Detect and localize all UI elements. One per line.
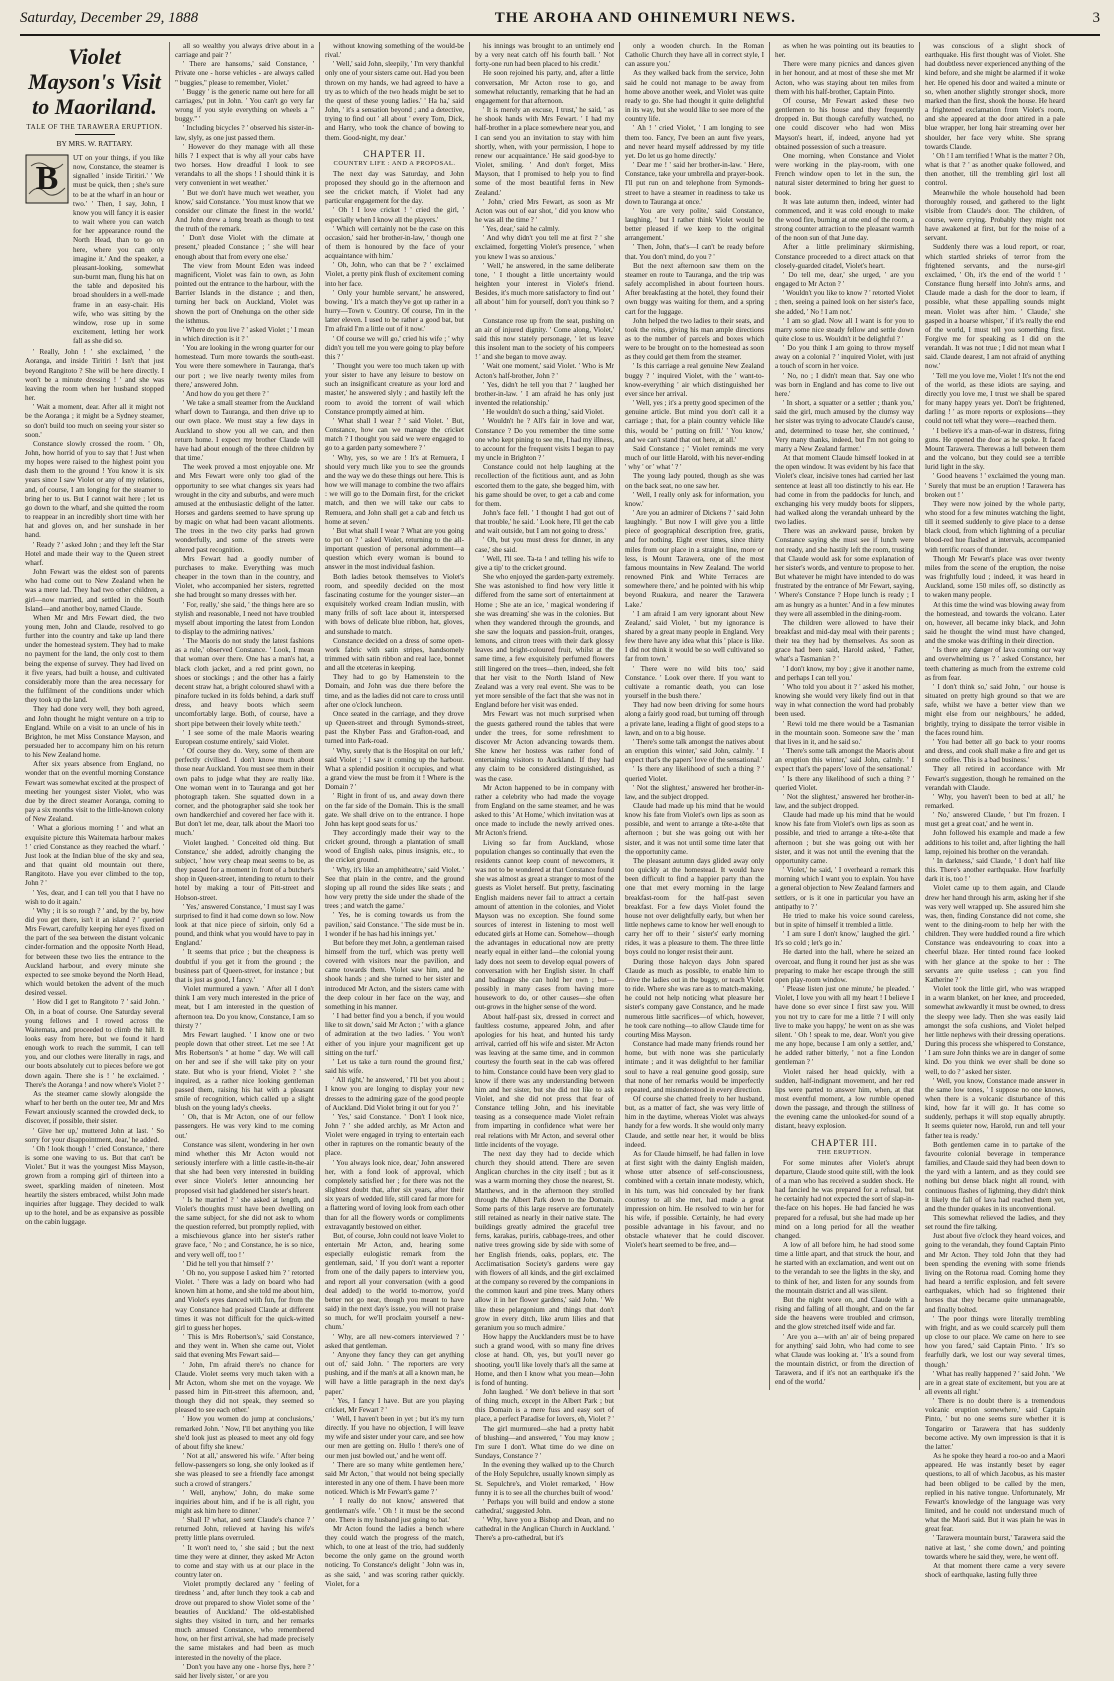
paragraph: The view from Mount Eden was indeed magnificent, Violet was fain to own, as John pointed out the entrance to the harbour, with the Barrier Islands in the distance ; and then, turning her back on Auckland, Violet was shown the port of Onehunga on the other side the isthmus. xyxy=(175,261,314,325)
paragraph: ' You are very polite,' said Constance, laughing, ' but I rather think Violet would be better pleased if we keep to the original arrangement.' xyxy=(625,206,764,243)
paragraph: Mr Acton happened to be in company with rather a celebrity who had made the voyage from England on the same steamer, and he was asked to this ' At Home,' which invitation was at once made to include the newly arrived ones. Mr Acton's friend. xyxy=(475,783,614,838)
paragraph: ' Well, I haven't been in yet ; but it's my turn directly. If you have no objection, I will leave my wife and sister under your care, and see how our men are getting on. Hullo ! there's one of our men just bowled out,' and he went off. xyxy=(325,1414,464,1460)
paragraph: ' Well, I really only ask for information, you know.' xyxy=(625,490,764,508)
paragraph: ' There is no doubt there is a tremendous volcanic eruption somewhere,' said Captain Pinto, ' but no one seems sure whether it is Tongariro or Tarawera that has suddenly become active. My own impression is that it is the latter.' xyxy=(925,1397,1065,1451)
paragraph: It was late autumn then, indeed, winter had commenced, and it was cold enough to make the wood fire, burning at one end of the room, a strong counter attraction to the pleasant warmth of the noon sun of that June day. xyxy=(775,197,914,243)
paragraph: At this time the wind was blowing away from the homestead, and towards the volcano. Later on, however, all became inky black, and John said he thought the wind must have changed, and the smoke was drifting in their direction. xyxy=(925,600,1065,646)
paragraph: ' Where do you live ? ' asked Violet ; ' I mean in which direction is it ? ' xyxy=(175,325,314,343)
paragraph: At that moment Claude himself looked in at the open window. It was evident by his face that Violet's clear, incisive tones had carried her last sentence at least all too distinctly to his ear. He had come in from the paddocks for lunch, and exchanging his very muddy boots for slippers, had walked along the verandah unheard by the two ladies. xyxy=(775,454,914,527)
paragraph: ' John,' cried Mrs Fewart, as soon as Mr Acton was out of ear shot, ' did you know who he was all the time ? ' xyxy=(475,197,614,224)
paragraph: ' Including bicycles ? ' observed his sister-in-law, slyly, as one just passed them. xyxy=(175,124,314,142)
paragraph: ' Is this carriage a real genuine New Zealand buggy ? ' inquired Violet, with the ' want-to-know-everything ' air which distinguished her ever since her arrival. xyxy=(625,362,764,398)
paragraph: Mr Acton found the ladies a bench where they could watch the progress of the match, which, to one at least of the trio, had suddenly become the only game on the ground worth noticing. To Constance's delight ' John was in, as she said, ' and was scoring rather quickly. Violet, for a xyxy=(325,1524,464,1588)
paragraph: As the steamer came slowly alongside the wharf to her berth on the outer tee, Mr and Mrs Fewart anxiously scanned the crowded deck, to discover, if possible, their sister. xyxy=(25,1089,164,1126)
paragraph: She who enjoyed the garden-party extremely. She was astonished to find how very little it differed from the same sort of entertainment at Home ; She ate an ice, ' magical wondering if she was dreaming' she was in the colonies. But when they wandered through the grounds, and she saw the loquats and passion-fruit, oranges, lemons, and citron trees with their dark glossy leaves and bright-coloured fruit, whilst at the same time, a few exquisitely perfumed flowers still lingered on the trees—then, indeed, she felt that her visit to the North Island of New Zealand was a very real event. She was to be yet more sensible of the fact that she was not in England before her visit was ended. xyxy=(475,573,614,710)
paragraph: ' Why, yes, so we are ! It's at Remuera, I should very much like you to see the grounds and the way we do these things out here. This is how we will manage to combine the two affairs : we will go to the Domain first, for the cricket match, and then we will take our cabs to Remuera, and John shall get a cab and fetch us home at seven.' xyxy=(325,453,464,526)
issue-date: Saturday, December 29, 1888 xyxy=(20,10,199,26)
paragraph: ' Ah ! ' cried Violet, ' I am longing to see them too. Fancy, I've been an aunt five years, and never heard myself addressed by my title yet. Do let us go home directly.' xyxy=(625,124,764,160)
paragraph: Suddenly there was a loud report, or roar, which startled shrieks of terror from the frightened servants, and the nurse-girl exclaimed, ' Oh, it's the end of the world ! ' Constance flung herself into John's arms, and Claude made a dash for the door to learn, if possible, what these appalling sounds might mean. Violet was after him. ' Claude,' she gasped in a hoarse whisper, ' if it's really the end of the world, I must tell you something first. Forgive me for speaking as I did on the verandah. It was not true ; I did not mean what I said. Claude dearest, I am not afraid of anything now.' xyxy=(925,243,1065,371)
paragraph: ' Why, surely that is the Hospital on our left,' said Violet ; ' I saw it coming up the harbour. What a splendid position it occupies, and what a grand view the must be from it ! Where is the Domain ? ' xyxy=(325,746,464,792)
paragraph: ' You are looking in the wrong quarter for our homestead. Turn more towards the south-east. You were there somewhere in Tauranga, that's our port ; we live nearly twenty miles from there,' answered John. xyxy=(175,344,314,389)
paragraph: Violet murmured a yawn. ' After all I don't think I am very much interested in the price of meat, but I am interested in the question of afternoon tea. Do you know, Constance, I am so thirsty ? ' xyxy=(175,985,314,1030)
paragraph: UT on your things, if you like now, Constance, the steamer is signalled ' inside Tiritiri.' ' We must be quick, then ; she's sure to be at the wharf in an hour or two.' ' Then, I say, John, I know you will fancy it is easier to wait where you can watch for her appearance round the North Head, than to go on here, where you can only imagine it.' And the speaker, a pleasant-looking, somewhat sun-burnt man, flung his hat on the table and deposited his broad shoulders in a well-made frame in an easy-chair. His wife, who was sitting by the window, rose up in some excitement, letting her work fall as she did so. xyxy=(73,154,164,346)
paragraph: ' Why ; it is so rough ? ' and, by the by, how did you get there, isn't it an island ? ' queried Mrs Fewart, carefully keeping her eyes fixed on the part of the sea between the distant volcanic cinder-formation and the opposite North Head, for between these two lies the entrance to the Auckland harbour, and every minute she expected to see smoke beyond the North Head, which would betoken the advent of the much desired vessel. xyxy=(25,906,164,998)
paragraph: But before they met John, a gentleman raised himself from the turf, which was pretty well covered with visitors near the pavilion, and came towards them. Violet saw him, and he shook hands ; and she turned to her sister and introduced Mr Acton, and the sisters came with the deep colour in her face on the way, and something in his manner. xyxy=(325,938,464,1011)
paragraph: They all retired in accordance with Mr Fewart's suggestion, though he remained on the verandah with Claude. xyxy=(925,765,1065,792)
paragraph: only a wooden church. In the Roman Catholic Church they have all in correct style, I can assure you.' xyxy=(625,42,764,69)
paragraph: Constance could not help laughing at the recollection of the fictitious aunt, and as John escorted them to the gate, she begged him, with his game should be over, to get a cab and come for them. xyxy=(475,463,614,508)
paragraph: Constance was silent, wondering in her own mind whether this Mr Acton would not seriously interfere with a little castle-in-the-air that she had been very interested in building ever since Violet's letter announcing her proposed visit had gladdened her sister's heart. xyxy=(175,1140,314,1195)
paragraph: ' We take a small steamer from the Auckland wharf down to Tauranga, and then drive up to our own place. We must stay a few days in Auckland to show you all we can, and then return home. I expect my brother Claude will have had about enough of the three children by that time.' xyxy=(175,399,314,463)
paragraph: ' Oh no, you suppose I asked him ? ' retorted Violet. ' There was a lady on board who had known him at home, and she told me about him, and Violet's eyes danced with fun, for from the way Constance had praised Claude at different times it was not difficult for the quick-witted girl to guess her hopes. xyxy=(175,1268,314,1332)
paragraph: ' Is he married ? ' she asked at length, and Violet's thoughts must have been dwelling on the same subject, for she did not ask to whom the question referred, but promptly replied, with a mischievous glance into her sister's rather grave face, ' No ; and Constance, he is so nice, and very well off, too ! ' xyxy=(175,1195,314,1259)
paragraph: Constance had made many friends round her home, but with none was she particularly intimate ; and it was delightful to her familiar soul to have a real genuine good gossip, sure that none of her remarks would be imperfectly repeated, and misunderstood in every direction. xyxy=(625,1040,764,1094)
paragraph: But, of course, John could not leave Violet to entertain Mr Acton, and, hearing some especially eulogistic remark from the gentleman, said, ' If you don't want a reporter from one of the daily papers to interview you, and report all your conversation (with a good deal added) to the world to-morrow, you'd better not go near, though you meant to have said) in the next day's issue, you will not praise so much, for we'll proclaim yourself a new-chum.' xyxy=(325,1231,464,1332)
paragraph: ' The Maoris do not study the latest fashions as a rule,' observed Constance. ' Look, I mean that woman over there. One has a man's hat, a black cloth jacket, and a red print gown, no shoes or stockings ; and the other has a fairly decent straw hat, a bright coloured shawl with a pinafore tucked in its folds behind, a dark stuff dress, and heavy boots which seem uncomfortably large. Both, of course, have a short pipe between their lovely white teeth.' xyxy=(175,637,314,728)
paragraph: Though Mr Fewart's place was over twenty miles from the scene of the eruption, the noise was frightfully loud ; indeed, it was heard in Auckland, some 150 miles off, so distinctly as to waken many people. xyxy=(925,554,1065,600)
paragraph: ' Is there any danger of lava coming our way and overwhelming us ? ' asked Constance, her teeth chattering as much from the extreme cold as from fear. xyxy=(925,646,1065,682)
paragraph: Of course she chatted freely to her husband, but, as a matter of fact, she was very little of him in the daytime, whereas Violet was always handy for a few words. It she would only marry Claude, and settle near her, it would be bliss indeed. xyxy=(625,1094,764,1149)
paragraph: Violet came up to them again, and Claude drew her hand through his arm, asking her if she was very well wrapped up. She assured him she was, then, finding Constance did not come, she went to the dining-room to help her with the children. They were huddled round a fire which Constance was endeavouring to coax into a cheerful blaze. Her tinted round face looked with her glance at the spoke to her : The servants are quite useless ; can you find Katherine ? ' xyxy=(925,884,1065,984)
paragraph: ' Oh, John, who can that be ? ' exclaimed Violet, a pretty pink flush of excitement coming into her face. xyxy=(325,261,464,288)
paragraph: ' In short, a squatter or a settler ; thank you,' said the girl, much amused by the clumsy way her sister was trying to advocate Claude's cause, and, determined to tease her, she continued, ' Very many thanks, indeed, but I'm not going to marry a New Zealand farmer.' xyxy=(775,399,914,453)
paragraph: Constance decided on a dress of some open-work fabric with satin stripes, handsomely trimmed with satin ribbon and real lace, bonnet and all the etceteras in keeping. xyxy=(325,636,464,673)
paragraph: The next day was Saturday, and John proposed they should go in the afternoon and see the cricket match, if Violet had any particular engagement for the day. xyxy=(325,169,464,206)
paragraph: ' Yes, dear, and I can tell you that I have no wish to do it again.' xyxy=(25,888,164,906)
paragraph: He soon rejoined his party, and, after a little conversation, Mr Acton rose to go, and somewhat reluctantly, remarking that he had an engagement for that afternoon. xyxy=(475,69,614,105)
paragraph: ' Not at all,' answered his wife. ' After being fellow-passengers so long, she only looked as if she was pleased to see a friendly face amongst such a crowd of strangers.' xyxy=(175,1452,314,1488)
paragraph: ' I believe it's a man-of-war in distress, firing guns. He opened the door as he spoke. It faced Mount Tarawera. Therewas a lull between them and the volcano, but they could see a terrible lurid light in the sky. xyxy=(925,426,1065,472)
paragraph: About half-past six, dressed in correct and faultless costume, appeared John, and after apologies for his heat, and hunted his tardy arrival, carried off his wife and sister. Mr Acton was leaving at the same time, and in common courtesy the fourth seat in the cab was offered to him. Constance could have been very glad to know if there was any understanding between him and her sister, but she did not like to ask Violet, and she did not press that fear of Constance telling John, and his inevitable teasing as a consequence made Violet refrain from imparting in confidence what were her real relations with Mr Acton, and several other little incidents of the voyage. xyxy=(475,1012,614,1149)
paragraph: ' Let us take a turn round the ground first,' said his wife. xyxy=(325,1057,464,1076)
paragraph: ' Then, John, that's—I can't be ready before that. You don't mind, do you ? ' xyxy=(625,243,764,261)
paragraph: ' Is there any likelihood of such a thing ? ' queried Violet. xyxy=(775,774,914,792)
text-column xyxy=(20,42,170,1390)
paragraph: ' I am sure I don't know,' laughed the girl. ' It's so cold ; let's go in.' xyxy=(775,930,914,948)
paragraph: ' And why didn't you tell me at first ? ' she exclaimed, forgetting Violet's presence, ' when you knew I was so anxious.' xyxy=(475,234,614,261)
paragraph: There was an awkward pause, broken by Constance saying she must see if lunch were not ready, and she hastily left the room, trusting that Claude would ask for some explanation of her sister's words, and venture to propose to her. But whatever he might have intended to do was frustrated by the entrance of Mr Fewart, saying, ' Where's Constance ? Hope lunch is ready ; I am as hungry as a hunter.' And in a few minutes they were all assembled in the dining-room. xyxy=(775,527,914,618)
paragraph: ' Tarawera mountain burst,' Tarawera said the native at last, ' she come down,' and pointing towards where he said they, were, he went off. xyxy=(925,1534,1065,1561)
paragraph: They had done very well, they both agreed, and John thought he might venture on a trip to England. While on a visit to an uncle of his in Brighton, he met Miss Constance Mayson, and persuaded her to accompany him on his return to his New Zealand home. xyxy=(25,705,164,760)
story-subtitle: TALE OF THE TARAWERA ERUPTION. xyxy=(26,123,163,131)
paragraph: ' Why, it's like an amphitheatre,' said Violet. ' See that plain in the centre, and the ground sloping up all round the sides like seats ; and how very pretty the side under the shade of the trees ; and watch the game.' xyxy=(325,865,464,911)
paragraph: ' Yes, he is coming towards us from the pavilion,' said Constance. ' The side must be in. I wonder if he has had his innings yet.' xyxy=(325,911,464,938)
paragraph: Once seated in the carriage, and they drove up Queen-street and through Symonds-street, past the Khyber Pass and Grafton-road, and turned into Park-road. xyxy=(325,709,464,746)
paragraph: The children were allowed to have their breakfast and mid-day meal with their parents ; their tea they had by themselves. As soon as grace had been said, Harold asked, ' Father, what's a Tasmanian ? ' xyxy=(775,618,914,664)
paragraph: Both ladies betook themselves to Violet's room, and speedily decided on the most fascinating costume for the younger sister—an exquisitely worked cream Indian muslin, with many frills of soft lace about it, interspersed with bows of delicate blue ribbon, hat, gloves, and sunshade to match. xyxy=(325,572,464,636)
paragraph: ' Well, I'll see. Ta-ta ! and telling his wife to give a tip' to the cricket ground. xyxy=(475,554,614,572)
paragraph: Constance rose up from the seat, pushing on an air of injured dignity. ' Come along, Violet,' said this now stately personage, ' let us leave this insolent man to the society of his compeers ! ' and she began to move away. xyxy=(475,316,614,362)
paragraph: ' Don't you have any one - horse flys, here ? ' said her lively sister, ' or are you xyxy=(175,1662,314,1680)
paragraph: ' Anyone they fancy they can get anything out of,' said John. ' The reporters are very pushing, and if the man's at all a known man, he will have a little paragraph in the next day's paper.' xyxy=(325,1350,464,1396)
paragraph: ' Dear me ! ' said her brother-in-law. ' Here, Constance, take your umbrella and prayer-book. I'll put run on and telephone from Symonds-street to have a steamer in readiness to take us down to Tauranga at once.' xyxy=(625,161,764,206)
paragraph: Claude had made up his mind that he would know his fate from Violet's own lips as soon as possible, and tried to arrange a tête-a-tête that afternoon ; but she was going out with her sister, and it was not until the evening that the opportunity came. xyxy=(775,811,914,865)
text-column xyxy=(920,42,1070,1580)
paragraph: Meanwhile the whole household had been thoroughly roused, and gathered to the light visible from Claude's door. The children, of course, were crying. Probably they might not have awakened at first, but for the noise of a servant. xyxy=(925,188,1065,243)
paragraph: ' Yes, I fancy I have. But are you playing cricket, Mr Fewart ? ' xyxy=(325,1396,464,1414)
paragraph: ' Right in front of us, and away down there on the far side of the Domain. This is the small gate. We shall drive on to the entrance. I hope John has kept good seats for us.' xyxy=(325,792,464,828)
article-columns xyxy=(20,42,1100,1680)
paragraph: ' No, no ; I didn't mean that. Say one who was born in England and has come to live out here.' xyxy=(775,371,914,398)
paragraph: ' Oh ! look though ! ' cried Constance, ' there is some one waving to us. But that can't be Violet.' But it was the youngest Miss Mayson, grown from a romping girl of thirteen into a sweet, sparkling maiden of nineteen. Most heartily the sisters embraced, whilst John made inquiries after luggage. They decided to walk up to the hotel, and be as expansive as possible on the cabin luggage. xyxy=(25,1144,164,1227)
paragraph: ' Ready ? ' asked John ; and they left the Star Hotel and made their way to the Queen street wharf. xyxy=(25,540,164,567)
paragraph: But the night wore on, and Claude with a rising and falling of all thought, and on the far side the heavens were troubled and crimson, and the glow stretched itself wide and far. xyxy=(775,1295,914,1332)
paragraph: ' What shall I wear ? ' said Violet. ' But, Constance, how can we manage the cricket match ? I thought you said we were engaged to go to a garden party somewhere ? ' xyxy=(325,416,464,453)
paragraph: John's face fell. ' I thought I had got out of that trouble,' he said. ' Look here, I'll get the cab and wait outside, but I am not going to dress.' xyxy=(475,508,614,536)
text-column xyxy=(620,42,770,1390)
paragraph: ' The poor things were literally trembling with fright, and as we could scarcely pull them up close to our place. We came on here to see how you fared,' said Captain Pinto. ' It's so fearfully dark, we lost our way several times, though.' xyxy=(925,1314,1065,1369)
paragraph: ' No,' answered Claude, ' but I'm frozen. I must get a great coat,' and he went in. xyxy=(925,811,1065,829)
paragraph: ' But what shall I wear ? What are you going to put on ? ' asked Violet, returning to the all-important question of personal adornment—a question which every woman is bound to answer in the most individual fashion. xyxy=(325,526,464,572)
paragraph: ' Well, anyhow,' John, do make some inquiries about him, and if he is all right, you might ask him here to dinner.' xyxy=(175,1488,314,1515)
paragraph: Violet raised her head quickly, with a sudden, half-indignant movement, and her red lips were parted to answer him, when, at that most eventful moment, a low rumble opened down the passage, and through the stillness of the evening came the unlooked-for sound of a distant, heavy explosion. xyxy=(775,1067,914,1131)
paragraph: ' Well, you know, Constance made answer in the same low tones, ' I suppose no one knows, when there is a volcanic disturbance of this kind, how far it will go. It has come so suddenly, perhaps it will stop equally abruptly. It seems quieter now, Harold, run and tell your father tea is ready.' xyxy=(925,1076,1065,1140)
paragraph: Violet laughed. ' Conceited old thing. But Constance,' she added, adroitly changing the subject, ' how very cheap meat seems to be, as they passed for a moment in front of a butcher's shop in Queen-street, intending to return to their hotel by making a tour of Pitt-street and Hobson-street. xyxy=(175,838,314,902)
paragraph: ' Who told you about it ? ' asked his mother, knowing she would very likely find out in that way in what connection the word had probably been used. xyxy=(775,682,914,719)
paragraph: ' I had better find you a bench, if you would like to sit down,' said Mr Acton ; ' with a glance of admiration at the two ladies. ' You won't either of you injure your magnificent get up sitting on the turf.' xyxy=(325,1012,464,1057)
paragraph: ' It seems that price ; but the cheapness is doubtful if you get it from the ground ; the business part of Queen-street, for instance ; but that is just as good, I fancy.' xyxy=(175,948,314,984)
paragraph: ' Well,' said John, sleepily, ' I'm very thankful only one of your sisters came out. Had you been thrown on my hands, we had agreed to have a try as to which of the two heads might be set to the quest of these young ladies.' ' Ha ha,' said John, ' it's a sensation beyond ; and a detective, trying to find out ' all about ' every Tom, Dick, and Harry, who took the chance of bowing to them. Good-night, my dear.' xyxy=(325,60,464,142)
paragraph: ' There's some talk amongst the natives about an eruption this winter,' said John, calmly. ' I expect that's the papers' love of the sensational.' xyxy=(625,737,764,765)
paragraph: ' I don't know, my boy ; give it another name, and perhaps I can tell you.' xyxy=(775,664,914,682)
paragraph: John Fewart was the eldest son of parents who had come out to New Zealand when he was a mere lad. They had two other children, a girl—now married, and settled in the South Island—and another boy, named Claude. xyxy=(25,568,164,613)
paragraph: ' Why, are all new-comers interviewed ? ' asked that gentleman. xyxy=(325,1332,464,1350)
paragraph: ' Yes, dear,' said he calmly. xyxy=(483,225,560,234)
paragraph: ' Don't dose Violet with the climate at present,' pleaded Constance ; ' she will hear enough about that from every one else.' xyxy=(175,234,314,261)
paragraph: Mrs Fewart was not much surprised when the guests gathered round the tables that were under the trees, for some refreshment to discover Mr Acton advancing towards them. She knew her hostess was rather fond of entertaining visitors to Auckland. If they had any claim to be considered distinguished, as was the case. xyxy=(475,710,614,783)
paragraph: ' I am so glad. Now all I want is for you to marry some nice steady fellow and settle down quite close to us. Wouldn't it be delightful ? ' xyxy=(775,316,914,343)
paragraph: ' Thought you were too much taken up with your sister to have any leisure to bestow on such an insignificant creature as your lord and master,' he answered slyly ; and hastily left the room to avoid the torrent of wail which Constance promptly aimed at him. xyxy=(325,362,464,416)
paragraph: all so wealthy you always drive about in a carriage and pair ? ' xyxy=(175,42,314,60)
paragraph: ' Rewi told me there would be a Tasmanian in the mountain soon. Someone saw the ' man that lives in it, and he said so.' xyxy=(775,719,914,746)
masthead-title: THE AROHA AND OHINEMURI NEWS. xyxy=(494,10,796,26)
paragraph: ' Please listen just one minute,' he pleaded. ' Violet, I love you with all my heart ! I believe I have done so ever since I first saw you. Will you not try to care for me a little ? I will only live to make you happy,' he went on as she was silent. ' Oh ! speak to me, dear. Won't you give me any hope, because I am only a settler, and,' he added rather bitterly, ' not a fine London gentleman ? ' xyxy=(775,985,914,1067)
paragraph: ' Wait a moment, dear. After all it might not be the Aoranga ; it might be a Sydney steamer, so don't build too much on seeing your sister so soon.' xyxy=(25,403,164,439)
paragraph: A low of all before him, he had stood some time a little apart, and that struck the hour, and he started with an exclamation, and went out on to the verandah to see the lights in the sky, and to think of her, and listen for any sounds from the mountain district and all was silent. xyxy=(775,1241,914,1295)
paragraph: ' Is there any likelihood of such a thing ? ' queried Violet. xyxy=(625,765,764,783)
chapter-heading: CHAPTER II. xyxy=(363,148,426,159)
paragraph: his innings was brought to an untimely end by a very neat catch off his fourth ball. ' Not forty-one run had been placed to his credit.' xyxy=(475,42,614,69)
paragraph: Claude had made up his mind that he would know his fate from Violet's own lips as soon as possible, and went to arrange a tête-a-tête that afternoon ; but she was going out with her sister, and it was not until some time later that the opportunity came. xyxy=(625,801,764,856)
paragraph: ' He wouldn't do such a thing,' said Violet. xyxy=(483,408,605,417)
paragraph: was conscious of a slight shock of earthquake. His first thought was of Violet. She had doubtless never experienced anything of the kind before, and she might be alarmed if it woke her. He opened his door and waited a minute or so, when another slightly stronger shock, more marked than the first, shook the house. He heard a frightened exclamation from Violet's room, and she appeared at the door attired in a pale blue wrapper, her long hair streaming over her shoulder, her face very white. She sprang towards Claude. xyxy=(925,42,1065,151)
paragraph: They accordingly made their way to the cricket ground, through a plantation of small wood of English oaks, pinus insignis, etc., to the cricket ground. xyxy=(325,828,464,865)
chapter-heading: CHAPTER III. xyxy=(811,1137,878,1148)
paragraph: ' Of course we will go,' cried his wife ; ' why didn't you tell me you were going to play before this ? ' xyxy=(325,334,464,361)
paragraph: ' For, really,' she said, ' the things here are so stylish and reasonable, I need not have troubled myself about importing the latest from London to display to the admiring natives.' xyxy=(175,600,314,636)
story-title: Violet Mayson's Visit to Maoriland. xyxy=(28,44,161,119)
paragraph: They had now been driving for some hours along a fairly good road, but turning off through a private lane, leading a flight of good steps to a lawn, and on to a big house. xyxy=(625,701,764,737)
paragraph: ' I really do not know,' answered that gentleman's wife. ' Oh ! it must be the second one. There is my husband just going to bat.' xyxy=(325,1497,464,1524)
paragraph: ' Do tell me, dear,' she urged, ' are you engaged to Mr Acton ? ' xyxy=(775,270,914,289)
paragraph: John helped the two ladies to their seats, and took the reins, giving his man ample directions as to the number of parcels and boxes which were to be brought on to the homestead as soon as they could get them from the steamer. xyxy=(625,316,764,362)
paragraph: ' Of course they do. Very, some of them are perfectly civilised. I don't know much about those near Auckland. You must see them in their own pahs to judge what they are really like. One woman went in to Tauranga and got her photograph taken. She squatted down in a corner, and the photographer said she took her own handkerchief and covered her face with it. But don't let me, dear, talk about the Maori too much.' xyxy=(175,747,314,838)
paragraph: ' There were no wild bits too,' said Constance. ' Look over there. If you want to cultivate a romantic death, you can lose yourself in the bush there.' xyxy=(625,664,764,701)
paragraph: ' Violet,' he said, ' I overheard a remark this morning which I want you to explain. You have a general objection to New Zealand farmers and settlers, or is it one in particular you have an antipathy to ? ' xyxy=(775,866,914,911)
chapter-subheading: THE ERUPTION. xyxy=(817,1148,872,1156)
paragraph: ' Perhaps you will build and endow a stone cathedral,' suggested John. xyxy=(475,1497,614,1515)
paragraph: The girl murmured—she had a pretty habit of blushing—and answered, ' You may know ; I'm sure I don't. What time do we dine on Sundays, Constance ? ' xyxy=(475,1424,614,1461)
paragraph: They were now joined by the whole party, who stood for a few minutes watching the light, till it seemed suddenly to give place to a dense black cloud, from which lightning of a peculiar blood-red hue flashed at intervals, accompanied with terrific roars of thunder. xyxy=(925,499,1065,554)
paragraph: ' Not the slightest,' answered her brother-in-law, and the subject dropped. xyxy=(625,783,764,801)
paragraph: He darted into the hall, where he seized an overcoat, and flung it round her just as she was preparing to make her escape through the still open play-room window. xyxy=(775,948,914,984)
paragraph: ' I see some of the male Maoris wearing European costume entirely,' said Violet. xyxy=(175,728,314,746)
paragraph: ' In darkness,' said Claude, ' I don't half like this. There's another earthquake. How fearfully dark it is, too ! ' xyxy=(925,856,1065,884)
paragraph: ' Oh ! I am terrified ! What is the matter ? Oh, what is that ? ' as another quake followed, and then another, till the trembling girl lost all control. xyxy=(925,151,1065,188)
paragraph: ' Which will certainly not be the case on this occasion,' said her brother-in-law, ' though one of them is honoured by the face of your acquaintance with him.' xyxy=(325,224,464,261)
paragraph: They had to go by Hamenstein to the Domain, and John was due there before the time, and as the ladies did not care to cross until after one o'clock luncheon. xyxy=(325,673,464,709)
svg-text:B: B xyxy=(35,160,59,197)
paragraph: Violet promptly declared any ' feeling of tiredness ' and, after lunch they took a cab and drove out prepared to show Violet some of the ' beauties of Auckland.' The old-established sights they visited in turn, and her remarks much amused Constance, who remembered how, on her first arrival, she had made precisely the same mistakes and had been as much interested in the novelty of the place. xyxy=(175,1580,314,1662)
paragraph: Mrs Fewart laughed. ' I know one or two people down that other street. Let me see ! At Mrs Robertson's " at home " day. We will call on her and see if she will take pity on your state. But who is your friend, Violet ? ' she inquired, as a rather nice looking gentleman passed them, raising his hat with a pleasant smile of recognition, which called up a slight blush on the young lady's cheeks. xyxy=(175,1030,314,1113)
text-column xyxy=(470,42,620,1543)
paragraph: ' I am afraid I am very ignorant about New Zealand,' said Violet, ' but my ignorance is shared by a great many people in England. Very few there have any idea what this ' place is like. I did not think it would be so well cultivated so far from town.' xyxy=(625,609,764,664)
decorated-initial-b-icon xyxy=(25,154,69,204)
story-author: BY MRS. W. RATTARY. xyxy=(56,139,133,148)
paragraph: ' Really, John ! ' she exclaimed, ' the Aoranga, and inside Tiritiri ! Isn't that just beyond Rangitoto ? She will be here directly. I won't be a minute dressing ! ' and she was leaving the room when her husband stopped her. xyxy=(25,348,164,403)
paragraph: ' Only your humble servant,' he answered, bowing. ' It's a match they've got up rather in a hurry—Town v. Country. Of course, I'm in the latter eleven. I used to be rather a good bat, but I'm afraid I'm a little out of it now.' xyxy=(325,288,464,334)
paragraph: ' However do they manage with all these hills ? I expect that is why all your cabs have two horses. How dreadful I look to see verandahs to all the shops ! I should think it is very convenient in wet weather.' xyxy=(175,142,314,188)
paragraph: John followed his example and made a few additions to his toilet and, after lighting the hall lamp, rejoined his brother on the verandah. xyxy=(925,829,1065,856)
paragraph: ' What a glorious morning ! ' and what an exquisite picture this Waitemata harbour makes ! ' cried Constance as they reached the wharf. ' Just look at the Indian blue of the sky and sea, and that quaint old mountain out there, Rangitoto. Have you ever climbed to the top, John ? ' xyxy=(25,824,164,888)
paragraph: ' Wait one moment,' said Violet. ' Who is Mr Acton's half-brother, John ? ' xyxy=(475,362,614,380)
paragraph: ' Not the slightest,' answered her brother-in-law, and the subject dropped. xyxy=(775,792,914,810)
paragraph: ' Give her up,' muttered John at last. ' So sorry for your disappointment, dear,' he added. xyxy=(25,1126,164,1144)
paragraph: ' Why, you haven't been to bed at all,' he remarked. xyxy=(925,792,1065,810)
paragraph: The young lady pouted, though as she was on the back seat, no one saw her. xyxy=(625,472,764,490)
paragraph: ' But we don't have much wet weather, you know,' said Constance. ' You must know that we consider our climate the finest in the world.' And John drew a long breath as though to test the truth of the remark. xyxy=(175,188,314,234)
paragraph: After six years absence from England, no wonder that on the eventful morning Constance Fewart was somewhat excited at the prospect of meeting her youngest sister Violet, who was due by the direct steamer Aoranga, coming to pay a six months visit to the little-known colony of New Zealand. xyxy=(25,760,164,824)
story-heading xyxy=(25,44,164,148)
page-number: 3 xyxy=(1092,10,1100,26)
paragraph: ' Yes,' said Constance. ' Don't I look nice, John ? ' she added archly, as Mr Acton and Violet were engaged in trying to entertain each other in raptures on the romantic beauty of the place. xyxy=(325,1112,464,1158)
paragraph: ' Do you think I am going to throw myself away on a colonial ? ' inquired Violet, with just a touch of scorn in her voice. xyxy=(775,344,914,371)
paragraph: Living so far from Auckland, whose population changes so continually that even the residents cannot keep count of newcomers, it was not to be wondered at that Constance found she was almost as great a stranger to most of the guests as Violet herself. But pretty, fascinating English maidens never fail to attract a certain amount of attention in the colonies, and Violet Mayson was no exception. She found some sources of interest in listening to most well educated girls at Home can. Somehow—though the advantages in educational now are pretty nearly equal in either land—the colonial young lady does not seem to develop equal powers of conversation with her English sister. In chaff and badinage she can hold her own ; but—possibly in many cases from having more housework to do, or other causes—she often out-grows in the higher sense of the word. xyxy=(475,838,614,1012)
paragraph: ' Wouldn't you like to know ? ' retorted Violet ; then, seeing a pained look on her sister's face, she added, ' No ! I am not.' xyxy=(775,289,914,316)
paragraph: ' All right,' he answered, ' I'll bet you about ; I know you are longing to display your new dresses to the admiring gaze of the good people of Auckland. Did Violet bring it out for you ? ' xyxy=(325,1076,464,1112)
paragraph: ' Are you an admirer of Dickens ? ' said John laughingly. ' But now I will give you a little piece of geographical description free, gratis, and for nothing. Eight ever times, since thirty miles from our place in a straight line, more or less, is Mount Tarawera, one of the most famous mountains in New Zealand. The world renowned Pink and White Terraces are somewhere there,' and he pointed with his whip beyond Ruakura, and nearer the Tarawera Lake.' xyxy=(625,508,764,609)
text-column xyxy=(320,42,470,1588)
paragraph: ' This is Mrs Robertson's,' said Constance, and they went in. When she came out, Violet said that evening Mrs Fewart said— xyxy=(175,1333,314,1360)
paragraph: He tried to make his voice sound careless, but in spite of himself it trembled a little. xyxy=(775,911,914,929)
text-column xyxy=(170,42,320,1680)
paragraph: But the next afternoon saw them on the steamer en route to Tauranga, and the trip was safely accomplished in about fourteen hours. After breakfasting at the hotel, they found their own buggy was waiting for them, and a spring cart for the luggage. xyxy=(625,261,764,316)
paragraph: ' You had better all go back to your rooms and dress, and cook shall make a fire and get us some coffee. This is a bad business.' xyxy=(925,737,1065,765)
paragraph: Both gentlemen came in to partake of the favourite colonial beverage in temperance families, and Claude said they had been down to the yard with a lantern, and as they could see nothing but dense black night all round, with continuous flashes of lightning, they didn't think it likely the fall of lava had reached them yet, and the thunder quakes in its unconventional. xyxy=(925,1140,1065,1213)
page-header xyxy=(20,10,1100,36)
paragraph: John laughed. ' We don't believe in that sort of thing much, except in the Albert Park ; but this Domain is a mere fuss and easy sort of place, a perfect Paradise for lovers, eh, Violet ? ' xyxy=(475,1387,614,1424)
paragraph: ' There's some talk amongst the Maoris about an eruption this winter,' said John, calmly. ' I expect that's the papers' love of the sensational.' xyxy=(775,747,914,774)
paragraph: ' Wouldn't he ? All's fair in love and war, Constance ? Do you remember the time some one who kept pining to see me, I had my illness, to account for the frequent visits I began to pay my uncle in Brighton ? ' xyxy=(475,417,614,463)
paragraph: ' Did he tell you that himself ? ' xyxy=(183,1259,274,1268)
paragraph: The week proved a most enjoyable one. Mr and Mrs Fewart were only too glad of the opportunity to see what changes six years had wrought in the city and suburbs, and were much amused at the enthusiastic delight of the latter. Horses and gardens seemed to have sprung up by magic on what had been vacant allotments. The trees in the two city parks had grown wonderfully, and some of the streets were altered past recognition. xyxy=(175,463,314,554)
paragraph: ' Yes,' answered Constance, ' I must say I was surprised to find it had come down so low. Now look at that nice piece of sirloin, only 6d a pound, and think what you would have to pay in England.' xyxy=(175,902,314,948)
paragraph: The next day they had to decide which church they should attend. There are seven Anglican churches in the city itself ; but as it was a warm morning they chose the nearest, St. Matthews, and in the afternoon they strolled through the Albert Park down to the Domain. Some parts of this large reserve are fortunately still retained as nearly in their native state. The buildings greatly admired the graceful tree ferns, karakas, puriris, cabbage-trees, and other native trees growing side by side with some of her English friends, oaks, poplars, etc. The Acclimatisation Society's gardens were gay with flowers of all kinds, and the girl exclaimed at the company so revered by the companions in the common kauri and pine trees. Many others allow it in her flower gardens,' said John. ' We like these pelargonium and things that don't grow in every ditch, like arum lilies and that geranium you so much admire.' xyxy=(475,1149,614,1332)
paragraph: The pleasant autumn days glided away only too quickly at the homestead. It would have been difficult to find a happier party than the one that met every morning in the large breakfast-room for the half-past seven breakfast. For a few days Violet found the house not over delightfully early, but when her little nephews came to know her well enough to carry her off to their ' sister's' early morning rides, it was a pleasure to them. The three little boys could no longer resist their aunt. xyxy=(625,856,764,957)
paragraph: ' I don't think so,' said John, ' our house is situated on pretty high ground so that we are safe, whilst we have a better view than we might else from our neighbours,' he added, brightly, trying to dissipate the terror visible in the faces round him. xyxy=(925,682,1065,737)
paragraph: as when he was pointing out its beauties to her. xyxy=(775,42,914,60)
paragraph: ' You always look nice, dear,' John answered her, with a fond look of approval, which completely satisfied her ; for there was not the slightest doubt that, after six years, after their six years of wedded life, still cared far more for a flattering word of loving look from each other than for all the flowery words or compliments extravagantly bestowed on either. xyxy=(325,1158,464,1231)
paragraph: In the evening they walked up to the Church of the Holy Sepulchre, usually known simply as St. Sepulchre's, and Violet remarked, ' How funny it is to see all the churches built of wood.' xyxy=(475,1461,614,1497)
paragraph: ' John, I'm afraid there's no chance for Claude. Violet seems very much taken with a Mr Acton, whom she met on the voyage. We passed him in Pitt-street this afternoon, and, though they did not speak, they seemed so pleased to see each other.' xyxy=(175,1360,314,1415)
paragraph: As he spoke they heard a roo-oo and a Maori appeared. He was instantly beset by eager questions, to all of which Jacobus, as his master had been obliged to be called by the men, replied in his native tongue. Unfortunately, Mr Fewart's knowledge of the language was very limited, and he could not understand much of what the Maori said. But it was plain he was in great fear. xyxy=(925,1452,1065,1534)
paragraph: without knowing something of the would-be rival.' xyxy=(325,42,464,60)
paragraph: ' Why, have you a Bishop and Dean, and no cathedral in the Anglican Church in Auckland. ' There's a pro-cathedral, but it's xyxy=(475,1516,614,1543)
paragraph: ' Well, yes ; it's a pretty good specimen of the genuine article. But mind you don't call it a carriage ; that, for a plain country vehicle like this, would be ' putting on frill.' ' You know,' and we can't stand that out here, at all.' xyxy=(625,399,764,444)
paragraph: ' And how do you get there ? ' xyxy=(183,389,269,398)
paragraph: When Mr and Mrs Fewart died, the two young men, John and Claude, resolved to go further into the country and take up land there under the homestead system. They had to make no payment for the land, the only cost to them being the expense of survey. They had lived on it five years, had built a house, and cultivated considerably more than the area necessary for the fulfilment of the conditions under which they took up the land. xyxy=(25,613,164,705)
paragraph: Constance slowly crossed the room. ' Oh, John, how horrid of you to say that ! Just when my hopes were raised to the highest point you dash them to the ground ! You know it is six years since I saw Violet or any of my relations, and, of course, I am longing for the steamer to bring her to us. But I cannot wait here ; let us go down to the wharf, and she quitted the room to reappear in an incredibly short time with her hat and gloves on, and her sunshade in her hand. xyxy=(25,439,164,540)
paragraph: ' Oh, but you must dress for dinner, in any case,' she said. xyxy=(475,536,614,554)
paragraph: ' How did I get to Rangitoto ? ' said John. ' Oh, in a boat of course. One Saturday several young fellows and I rowed across the Waitemata, and proceeded to climb the hill. It looks easy from here, but we found it hard enough work to reach the summit, I can tell you, and our clothes were literally in rags, and our boots absolutely cut to pieces before we got down again. There she is ! ' he exclaimed. ' There's the Aoranga ! and now where's Violet ? ' xyxy=(25,998,164,1089)
paragraph: One morning, when Constance and Violet were working in the play-room, with one French window open to let in the sun, the natural sister determined to bring her guest to book. xyxy=(775,151,914,197)
paragraph: This somewhat relieved the ladies, and they set round the fire talking. xyxy=(925,1214,1065,1232)
paragraph: ' Shall I? what, and sent Claude's chance ? ' returned John, relieved at having his wife's pretty little plans overruled. xyxy=(175,1516,314,1543)
paragraph: ' What has really happened ? ' said John. ' We are in a great state of excitement, but you are at all events all right.' xyxy=(925,1369,1065,1396)
paragraph: There were many picnics and dances given in her honour, and at most of these she met Mr Acton, who was staying about ten miles from them with his half-brother, Captain Pinto. xyxy=(775,60,914,96)
chapter-subheading: COUNTRY LIFE : AND A PROPOSAL. xyxy=(333,159,456,167)
paragraph: ' Good heavens ! ' exclaimed the young man. ' Surely that must be an eruption ! Tarawera has broken out ! ' xyxy=(925,472,1065,499)
paragraph: Mrs Fewart had a goodly number of purchases to make. Everything was much cheaper in the town than in the country, and Violet, who accompanied her sisters, regretted she had brought so many dresses with her. xyxy=(175,554,314,600)
paragraph: During those halcyon days John spared Claude as much as possible, to enable him to drive the ladies out in the buggy, or teach Violet to ride. Where she was rare as to match-making, he could not help noticing what pleasure her sister's company gave Constance, and he made numerous little sacrifices—of which, however, he took care nothing—to allow Claude time for courting Miss Mayson. xyxy=(625,957,764,1039)
text-column xyxy=(770,42,920,1390)
paragraph: ' How you women do jump at conclusions,' remarked John. ' Now, I'll bet anything you like she'd look just as pleased to meet any old fogy of about fifty she knew.' xyxy=(175,1415,314,1451)
paragraph: ' It is merely an excuse, I trust,' he said, ' as he shook hands with Mrs Fewart. ' I had my half-brother in a place somewhere near you, and I can send you an invitation to stay with him shortly, when, with your permission, I hope to renew our acquaintance.' He said good-bye to Violet, smiling. ' And don't forget, Miss Mayson, that I promised to help you to find some of the most beautiful ferns in New Zealand.' xyxy=(475,106,614,197)
paragraph: At that moment there came a very severe shock of earthquake, lasting fully three xyxy=(925,1561,1065,1580)
paragraph: Just about five o'clock they heard voices, and going to the verandah, they found Captain Pinto and Mr Acton. They told John that they had been spending the evening with some friends living on the Rotorua road. Coming home they had heard a terrific explosion, and felt severe earthquakes, which had so frightened their horses that they became quite unmanageable, and finally bolted. xyxy=(925,1232,1065,1314)
paragraph: How happy the Aucklanders must be to have such a grand wood, with so many fine drives close at hand. Oh, yes, but you'll never go shooting, you'll like lovely that's all the same at Home, and then I know what you mean—John is fond of hunting. xyxy=(475,1333,614,1387)
paragraph: Violet took the little girl, who was wrapped in a warm blanket, on her knee, and proceeded, somewhat awkwardly it must be owned, to dress the sleepy wee lady. Then she was easily laid amongst the sofa cushions, and Violet helped her little nephews with their dressing operations. During this process she whispered to Constance, ' I am sure John thinks we are in danger of some kind. Do you think we ever shall be done so well, to do ? ' asked her sister. xyxy=(925,985,1065,1076)
paragraph: Said Constance ; ' Violet reminds me very much of our little Harold, with his never-ending ' why ' or ' what ' ? ' xyxy=(625,444,764,472)
paragraph: ' Well,' he answered, in the same deliberate tone, ' I thought a little uncertainty would heighten your interest in Violet's friend. Besides, it's much more satisfactory to find out ' all about ' him for yourself, don't you think so ? ' xyxy=(475,261,614,316)
paragraph: ' Tell me you love me, Violet ! It's not the end of the world, as these idiots are saying, and directly you love me, I trust we shall be spared for many happy years yet. Don't be frightened, darling ! ' as more reports or explosions—they could not tell what they were—reached them. xyxy=(925,371,1065,426)
paragraph: After a little preliminary skirmishing, Constance proceeded to a direct attack on that closely-guarded citadel, Violet's heart. xyxy=(775,243,914,270)
paragraph: As for Claude himself, he had fallen in love at first sight with the dainty English maiden, whose utter absence of self-consciousness, combined with a certain innate modesty, which, in his turn, was hid concealed by her frank courtesy to all she met, had made a great impression on him. He resolved to win her for his wife, if possible. Certainly, he had every possible advantage in his favour, and no obstacle whatever that he could discover. Violet's heart seemed to be free, and— xyxy=(625,1149,764,1250)
drop-cap-block xyxy=(25,154,164,346)
paragraph: For some minutes after Violet's abrupt departure, Claude stood quite still, with the look of a man who has received a sudden shock. He had fancied he was prepared for a refusal, but he certainly had not expected the sort of slap-in-the-face on his hopes. He had fancied he was prepared for a refusal, but she had made up her mind on a long period for all the weather changed. xyxy=(775,1158,914,1240)
heading-rule xyxy=(75,134,115,135)
paragraph: ' Oh, that is Mr Acton, one of our fellow passengers. He was very kind to me coming out.' xyxy=(175,1113,314,1140)
paragraph: ' Buggy ' is the generic name out here for all carriages,' put in John. ' You can't go very far wrong if you style everything on wheels a " buggy." ' xyxy=(175,87,314,124)
paragraph: Of course, Mr Fewart asked these two gentlemen to his house and they frequently dropped in. But though carefully watched, no one could discover who had won Miss Mayson's heart, if, indeed, anyone had yet obtained possession of such a treasure. xyxy=(775,96,914,151)
paragraph: ' Yes, didn't he tell you that ? ' laughed her brother-in-law. ' I am afraid he has only just invented the relationship.' xyxy=(475,380,614,408)
paragraph: ' There are hansoms,' said Constance, ' Private one - horse vehicles - are always called " buggies," please to remember, Violet.' xyxy=(175,60,314,87)
paragraph: ' Oh ! I love cricket ! ' cried the girl, ' especially when I know all the players.' xyxy=(325,206,464,224)
paragraph: ' It won't need to, ' she said ; but the next time they were at dinner, they asked Mr Acton to come and stay with us at our place in the country later on. xyxy=(175,1543,314,1580)
paragraph: ' There are so many white gentlemen here,' said Mr Acton, ' that would not being specially interested in any one of them. I have been more noticed. Which is Mr Fewart's game ? ' xyxy=(325,1460,464,1497)
paragraph: As they walked back from the service, John said he could not manage to be away from home above another week, and Violet was quite ready to go. She had thought it quite delightful in its way, but she would like to see more of the country life. xyxy=(625,69,764,124)
paragraph: ' Are you a—with an' air of being prepared for anything' said John, who had come to see what Claude was looking at. ' It's a sound from the mountain district, or from the direction of Tarawera, and if it's not an earthquake it's the end of the world.' xyxy=(775,1332,914,1387)
